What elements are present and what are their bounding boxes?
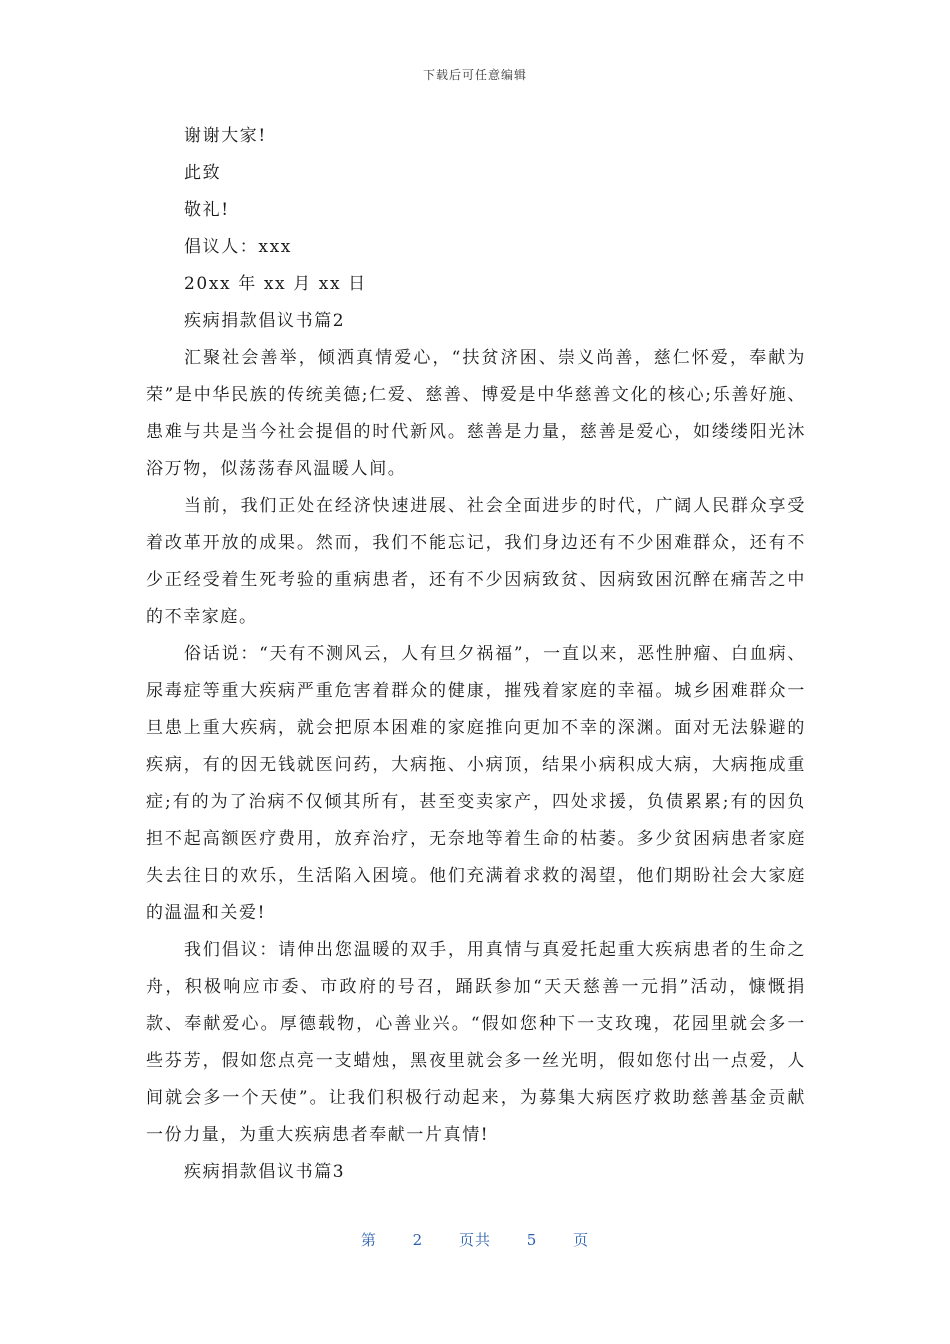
date-line: 20xx 年 xx 月 xx 日 bbox=[184, 274, 367, 294]
document-body bbox=[146, 118, 806, 1191]
footer-di: 第 bbox=[360, 1231, 377, 1249]
page-header-note: 下载后可任意编辑 bbox=[422, 68, 527, 82]
footer-ye-gong: 页共 bbox=[458, 1231, 491, 1249]
closing-jingli: 敬礼! bbox=[184, 200, 230, 220]
paragraph-3: 俗话说：“天有不测风云，人有旦夕祸福”，一直以来，恶性肿瘤、白血病、尿毒症等重大疾病严重危害着群众的健康，摧残着家庭的幸福。城乡困难群众一旦患上重大疾病，就会把原本困难的家庭推向更加不幸的深渊。面对无法躲避的疾病，有的因无钱就医问药，大病拖、小病顶，结果小病积成大病，大病拖成重症;有的为了治病不仅倾其所有，甚至变卖家产，四处求援，负债累累;有的因负担不起高额医疗费用，放弃治疗，无奈地等着生命的枯萎。多少贫困病患者家庭失去往日的欢乐，生活陷入困境。他们充满着求救的渴望，他们期盼社会大家庭的温温和关爱! bbox=[146, 644, 806, 923]
section-title-2: 疾病捐款倡议书篇2 bbox=[184, 311, 346, 331]
paragraph-2: 当前，我们正处在经济快速进展、社会全面进步的时代，广阔人民群众享受着改革开放的成果。然而，我们不能忘记，我们身边还有不少困难群众，还有不少正经受着生死考验的重病患者，还有不少因病致贫、因病致困沉醉在痛苦之中的不幸家庭。 bbox=[146, 496, 806, 627]
paragraph-4: 我们倡议：请伸出您温暖的双手，用真情与真爱托起重大疾病患者的生命之舟，积极响应市委、市政府的号召，踊跃参加“天天慈善一元捐”活动，慷慨捐款、奉献爱心。厚德载物，心善业兴。“假如您种下一支玫瑰，花园里就会多一些芬芳，假如您点亮一支蜡烛，黑夜里就会多一丝光明，假如您付出一点爱，人间就会多一个天使”。让我们积极行动起来，为募集大病医疗救助慈善基金贡献一份力量，为重大疾病患者奉献一片真情! bbox=[146, 940, 806, 1145]
footer-page-current: 2 bbox=[412, 1231, 424, 1249]
page-footer bbox=[0, 1229, 950, 1250]
section-title-3: 疾病捐款倡议书篇3 bbox=[184, 1162, 346, 1182]
closing-thanks: 谢谢大家! bbox=[184, 126, 267, 146]
proposer-line: 倡议人：xxx bbox=[184, 237, 292, 257]
closing-cizhi: 此致 bbox=[184, 163, 222, 183]
paragraph-1: 汇聚社会善举，倾洒真情爱心，“扶贫济困、崇义尚善，慈仁怀爱，奉献为荣”是中华民族的传统美德;仁爱、慈善、博爱是中华慈善文化的核心;乐善好施、患难与共是当今社会提倡的时代新风。慈善是力量，慈善是爱心，如缕缕阳光沐浴万物，似荡荡春风温暖人间。 bbox=[146, 348, 806, 479]
footer-page-total: 5 bbox=[526, 1231, 538, 1249]
footer-ye: 页 bbox=[573, 1231, 590, 1249]
